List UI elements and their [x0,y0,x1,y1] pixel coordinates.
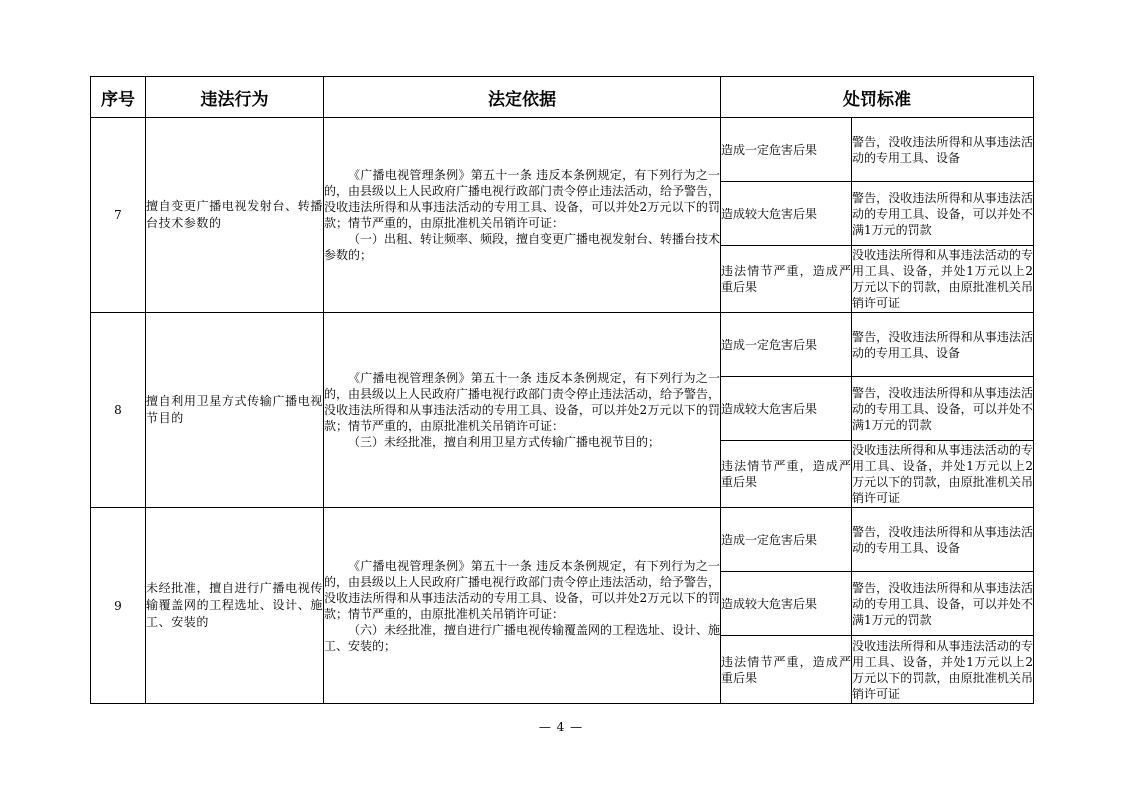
table-header-row [91,77,1034,118]
page-number: — 4 — [538,720,584,734]
penalty-standard-text: 没收违法所得和从事违法活动的专用工具、设备，并处1万元以上2万元以下的罚款，由原批准机关吊销许可证 [852,248,1033,310]
penalty-standard [852,441,1034,508]
penalty-standard [852,636,1034,704]
penalty-condition-text: 造成一定危害后果 [721,337,818,352]
penalty-condition [721,313,852,377]
row-basis [324,313,721,508]
row-action-text: 擅自利用卫星方式传输广播电视节目的 [146,394,323,425]
penalty-condition [721,377,852,441]
basis-item-text: （三）未经批准，擅自利用卫星方式传输广播电视节目的； [348,435,661,449]
header-penalty: 处罚标准 [721,77,1034,118]
basis-item-text: （一）出租、转让频率、频段，擅自变更广播电视发射台、转播台技术参数的； [324,232,721,262]
penalty-standard-text: 没收违法所得和从事违法活动的专用工具、设备，并处1万元以上2万元以下的罚款，由原批准机关吊销许可证 [852,638,1033,701]
penalty-condition [721,636,852,704]
row-basis [324,508,721,704]
basis-main-text: 《广播电视管理条例》第五十一条 违反本条例规定，有下列行为之一的，由县级以上人民政府广播电视行政部门责令停止违法活动，给予警告，没收违法所得和从事违法活动的专用工具、设备，可以并处2万元以下的罚款；情节严重的，由原批准机关吊销许可证： [324,371,721,433]
penalty-standard [852,313,1034,377]
penalty-standard [852,118,1034,182]
penalty-standard-text: 警告，没收违法所得和从事违法活动的专用工具、设备 [852,329,1033,360]
penalty-condition-text: 违法情节严重，造成严重后果 [721,654,851,685]
table-row [91,118,1034,182]
table-row [91,508,1034,572]
penalty-condition-text: 违法情节严重，造成严重后果 [721,459,851,489]
penalty-standard [852,182,1034,246]
row-index: 9 [91,508,146,704]
row-action [146,313,324,508]
header-basis: 法定依据 [324,77,721,118]
penalty-condition [721,118,852,182]
penalty-condition-text: 造成较大危害后果 [721,206,818,221]
penalty-condition-text: 造成一定危害后果 [721,532,818,547]
penalty-condition [721,182,852,246]
basis-main-text: 《广播电视管理条例》第五十一条 违反本条例规定，有下列行为之一的，由县级以上人民政府广播电视行政部门责令停止违法活动，给予警告，没收违法所得和从事违法活动的专用工具、设备，可以并处2万元以下的罚款；情节严重的，由原批准机关吊销许可证： [324,168,721,230]
penalty-condition-text: 造成一定危害后果 [721,142,818,157]
penalty-standard-text: 警告，没收违法所得和从事违法活动的专用工具、设备，可以并处不满1万元的罚款 [852,385,1033,432]
penalty-condition [721,441,852,508]
penalty-standard [852,508,1034,572]
penalty-standard [852,246,1034,313]
header-index: 序号 [91,77,146,118]
row-action [146,118,324,313]
penalty-condition-text: 造成较大危害后果 [721,401,818,416]
penalty-standard-text: 警告，没收违法所得和从事违法活动的专用工具、设备 [852,524,1033,555]
penalty-standard-text: 警告，没收违法所得和从事违法活动的专用工具、设备，可以并处不满1万元的罚款 [852,190,1033,237]
penalty-standard-text: 没收违法所得和从事违法活动的专用工具、设备，并处1万元以上2万元以下的罚款，由原批准机关吊销许可证 [852,443,1033,505]
penalty-condition [721,572,852,636]
penalty-standard-text: 警告，没收违法所得和从事违法活动的专用工具、设备 [852,134,1033,165]
penalty-condition [721,246,852,313]
penalty-condition-text: 造成较大危害后果 [721,596,818,611]
row-action-text: 擅自变更广播电视发射台、转播台技术参数的 [146,199,323,230]
row-index: 8 [91,313,146,508]
row-basis [324,118,721,313]
basis-item-text: （六）未经批准，擅自进行广播电视传输覆盖网的工程选址、设计、施工、安装的； [324,622,721,653]
penalty-condition-text: 违法情节严重，造成严重后果 [721,264,851,294]
header-action: 违法行为 [146,77,324,118]
row-action-text: 未经批准，擅自进行广播电视传输覆盖网的工程选址、设计、施工、安装的 [146,581,323,629]
basis-main-text: 《广播电视管理条例》第五十一条 违反本条例规定，有下列行为之一的，由县级以上人民政府广播电视行政部门责令停止违法活动，给予警告，没收违法所得和从事违法活动的专用工具、设备，可以并处2万元以下的罚款；情节严重的，由原批准机关吊销许可证： [324,558,721,621]
penalty-table [90,76,1034,704]
row-index: 7 [91,118,146,313]
penalty-standard [852,572,1034,636]
table-row [91,313,1034,377]
row-action [146,508,324,704]
penalty-standard [852,377,1034,441]
penalty-standard-text: 警告，没收违法所得和从事违法活动的专用工具、设备，可以并处不满1万元的罚款 [852,580,1033,627]
penalty-condition [721,508,852,572]
